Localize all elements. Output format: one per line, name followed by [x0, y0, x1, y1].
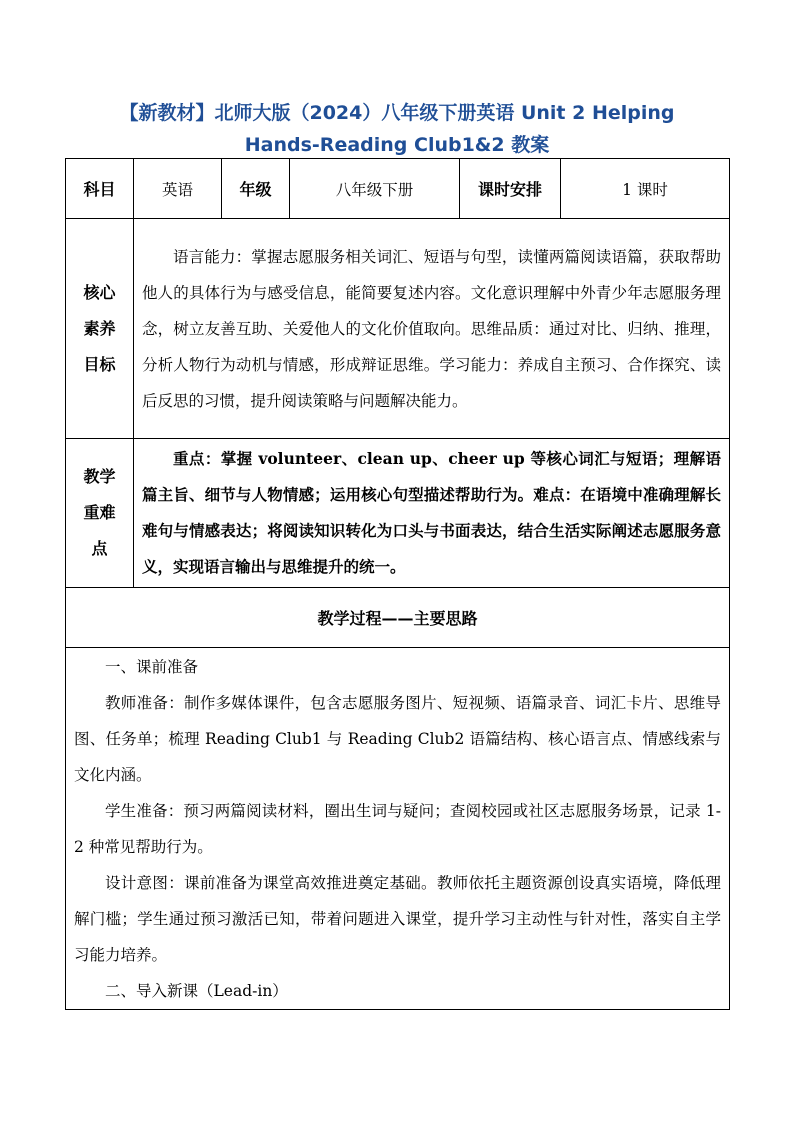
core-literacy-cell — [134, 219, 730, 439]
core-literacy-row — [66, 219, 730, 439]
grade-label: 年级 — [222, 159, 290, 219]
process-title-row — [66, 588, 730, 648]
key-points-label-text: 教学重难点 — [83, 467, 116, 558]
lesson-plan-table — [65, 158, 730, 1010]
key-points-row — [66, 439, 730, 588]
core-literacy-text: 语言能力：掌握志愿服务相关词汇、短语与句型，读懂两篇阅读语篇，获取帮助他人的具体行为与感受信息，能简要复述内容。文化意识理解中外青少年志愿服务理念，树立友善互助、关爱他人的文化价值取向。思维品质：通过对比、归纳、推理，分析人物行为动机与情感，形成辩证思维。学习能力：养成自主预习、合作探究、读后反思的习惯，提升阅读策略与问题解决能力。 — [142, 247, 721, 410]
subject-value: 英语 — [134, 159, 222, 219]
process-title: 教学过程——主要思路 — [66, 588, 730, 648]
period-value: 1 课时 — [561, 159, 730, 219]
document-title-line-1: 【新教材】北师大版（2024）八年级下册英语 Unit 2 Helping — [119, 102, 675, 124]
core-literacy-label-text: 核心素养目标 — [83, 282, 116, 374]
process-heading-prep: 一、课前准备 — [105, 658, 199, 676]
process-body-row — [66, 648, 730, 1010]
info-row — [66, 159, 730, 219]
process-paragraph-intent: 设计意图：课前准备为课堂高效推进奠定基础。教师依托主题资源创设真实语境，降低理解门槛；学生通过预习激活已知，带着问题进入课堂，提升学习主动性与针对性，落实自主学习能力培养。 — [74, 874, 721, 964]
grade-value: 八年级下册 — [290, 159, 460, 219]
key-points-cell — [134, 439, 730, 588]
process-paragraph-teacher: 教师准备：制作多媒体课件，包含志愿服务图片、短视频、语篇录音、词汇卡片、思维导图、任务单；梳理 Reading Club1 与 Reading Club2 语篇结构、核心语言点、情感线索与文化内涵。 — [74, 694, 721, 784]
process-heading-leadin: 二、导入新课（Lead-in） — [105, 982, 288, 1000]
period-label: 课时安排 — [460, 159, 561, 219]
key-points-text: 重点：掌握 volunteer、clean up、cheer up 等核心词汇与短语；理解语篇主旨、细节与人物情感；运用核心句型描述帮助行为。难点：在语境中准确理解长难句与情感表达；将阅读知识转化为口头与书面表达，结合生活实际阐述志愿服务意义，实现语言输出与思维提升的统一。 — [142, 449, 721, 576]
document-title-line-2: Hands-Reading Club1&2 教案 — [244, 134, 550, 156]
subject-label: 科目 — [66, 159, 134, 219]
process-body-cell — [66, 648, 730, 1010]
process-paragraph-student: 学生准备：预习两篇阅读材料，圈出生词与疑问；查阅校园或社区志愿服务场景，记录 1-2 种常见帮助行为。 — [74, 802, 721, 856]
core-literacy-label — [66, 219, 134, 439]
key-points-label — [66, 439, 134, 588]
